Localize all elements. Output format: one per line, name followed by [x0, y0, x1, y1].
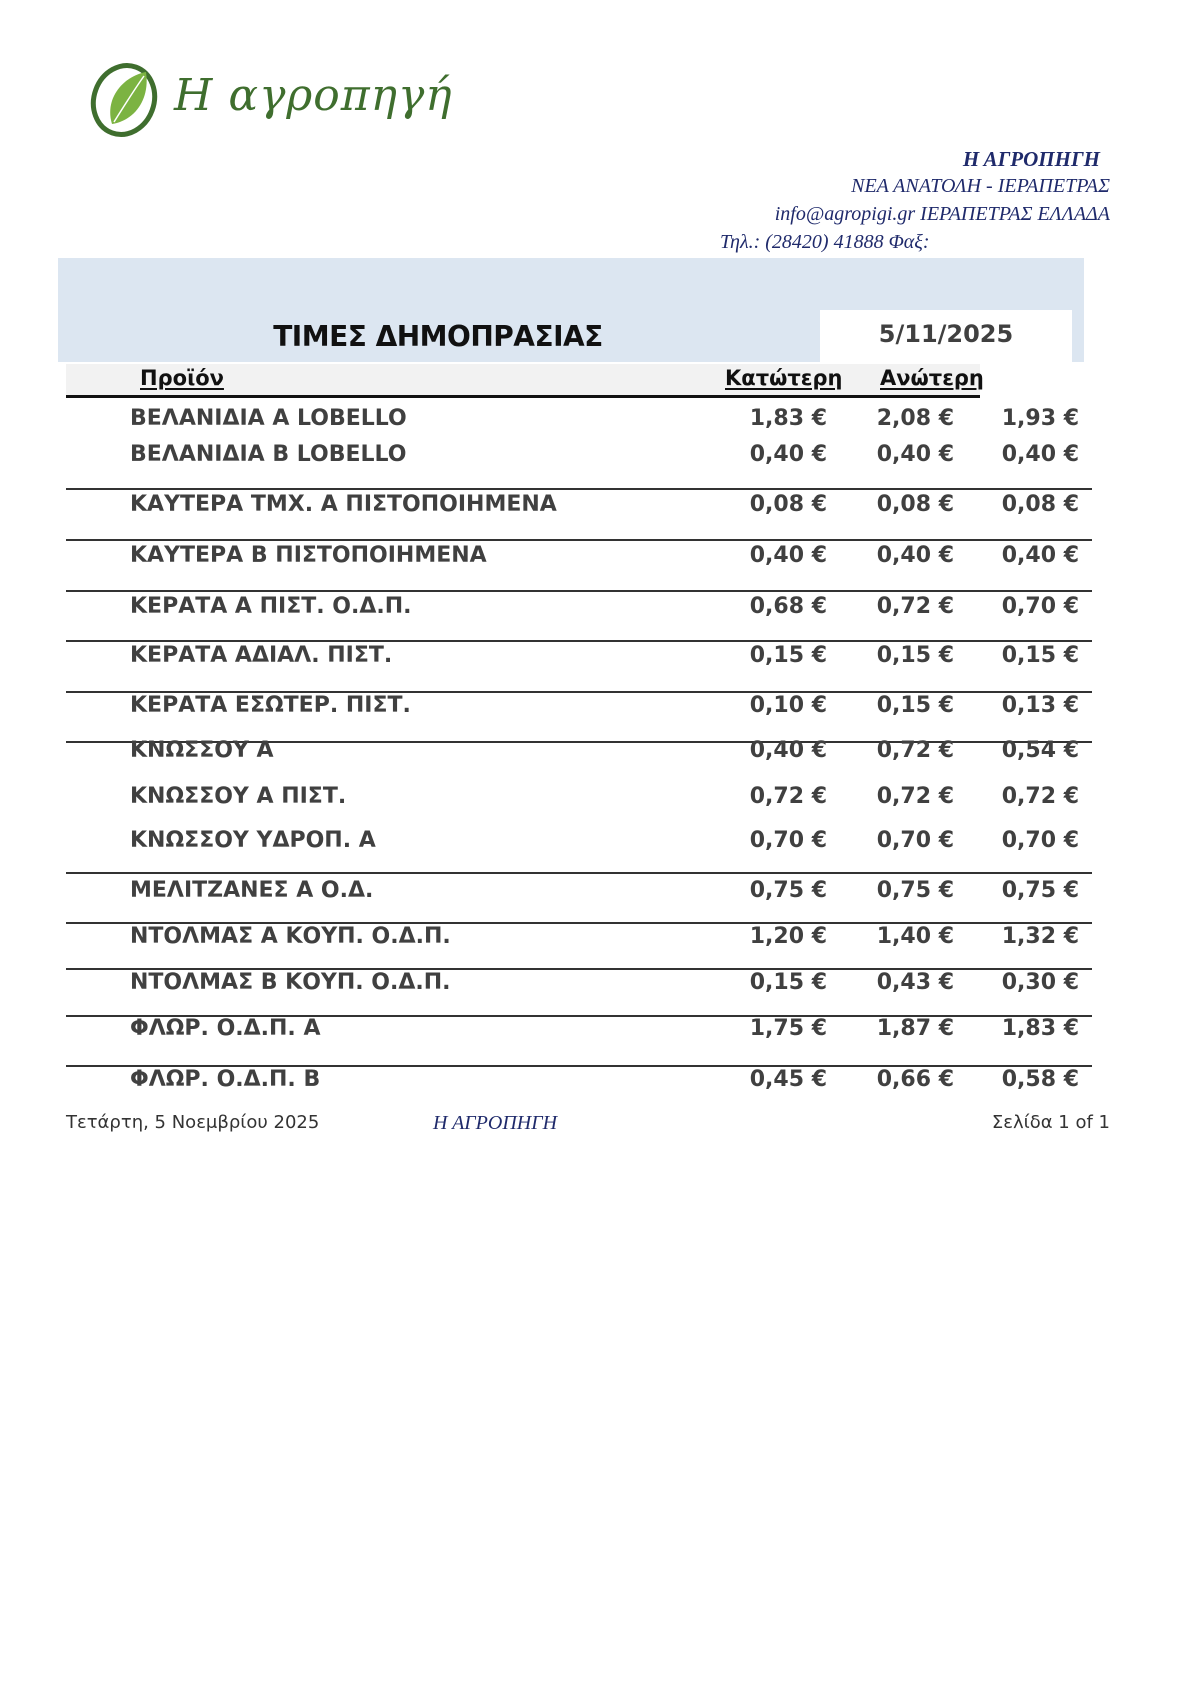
min-price-cell: 0,10 €: [749, 693, 827, 718]
company-logo: [84, 52, 453, 147]
min-price-cell: 0,70 €: [749, 828, 827, 853]
min-price-cell: 0,75 €: [749, 878, 827, 903]
table-row: [0, 1011, 1200, 1047]
avg-price-cell: 0,72 €: [1001, 784, 1079, 809]
min-price-cell: 0,40 €: [749, 738, 827, 763]
avg-price-cell: 0,70 €: [1001, 828, 1079, 853]
report-title: ΤΙΜΕΣ ΔΗΜΟΠΡΑΣΙΑΣ: [273, 320, 603, 353]
table-row: [0, 733, 1200, 769]
min-price-cell: 0,72 €: [749, 784, 827, 809]
min-price-cell: 1,75 €: [749, 1016, 827, 1041]
table-row: [0, 487, 1200, 523]
product-cell: ΒΕΛΑΝΙΔΙΑ Β LOBELLO: [130, 442, 407, 467]
min-price-cell: 0,40 €: [749, 442, 827, 467]
max-price-cell: 0,43 €: [876, 970, 954, 995]
min-price-cell: 0,45 €: [749, 1067, 827, 1092]
table-row: [0, 538, 1200, 574]
report-date: 5/11/2025: [878, 320, 1014, 348]
company-address: ΝΕΑ ΑΝΑΤΟΛΗ - ΙΕΡΑΠΕΤΡΑΣ: [851, 175, 1110, 197]
table-row: [0, 919, 1200, 955]
table-row: [0, 873, 1200, 909]
column-header-product: Προϊόν: [140, 366, 224, 390]
footer-date: Τετάρτη, 5 Νοεμβρίου 2025: [66, 1112, 320, 1133]
table-row: [0, 688, 1200, 724]
max-price-cell: 0,72 €: [876, 594, 954, 619]
max-price-cell: 0,08 €: [876, 492, 954, 517]
product-cell: ΚΝΩΣΣΟΥ ΥΔΡΟΠ. Α: [130, 828, 376, 853]
max-price-cell: 0,72 €: [876, 784, 954, 809]
avg-price-cell: 0,15 €: [1001, 643, 1079, 668]
min-price-cell: 1,20 €: [749, 924, 827, 949]
logo-text: Η αγροπηγή: [174, 70, 453, 121]
table-row: [0, 589, 1200, 625]
avg-price-cell: 0,75 €: [1001, 878, 1079, 903]
max-price-cell: 0,66 €: [876, 1067, 954, 1092]
max-price-cell: 0,40 €: [876, 543, 954, 568]
product-cell: ΝΤΟΛΜΑΣ Α ΚΟΥΠ. Ο.Δ.Π.: [130, 924, 451, 949]
leaf-icon: [84, 58, 166, 140]
product-cell: ΚΑΥΤΕΡΑ ΤΜΧ. Α ΠΙΣΤΟΠΟΙΗΜΕΝΑ: [130, 492, 557, 517]
product-cell: ΚΕΡΑΤΑ Α ΠΙΣΤ. Ο.Δ.Π.: [130, 594, 412, 619]
min-price-cell: 0,68 €: [749, 594, 827, 619]
max-price-cell: 0,70 €: [876, 828, 954, 853]
avg-price-cell: 0,08 €: [1001, 492, 1079, 517]
avg-price-cell: 0,54 €: [1001, 738, 1079, 763]
max-price-cell: 1,40 €: [876, 924, 954, 949]
avg-price-cell: 1,83 €: [1001, 1016, 1079, 1041]
table-row: [0, 823, 1200, 859]
table-row: [0, 638, 1200, 674]
avg-price-cell: 1,32 €: [1001, 924, 1079, 949]
table-row: [0, 437, 1200, 473]
max-price-cell: 1,87 €: [876, 1016, 954, 1041]
table-row: [0, 1062, 1200, 1098]
column-header-max: Ανώτερη: [880, 366, 984, 390]
product-cell: ΦΛΩΡ. Ο.Δ.Π. Α: [130, 1016, 321, 1041]
max-price-cell: 0,72 €: [876, 738, 954, 763]
company-phone-line: Τηλ.: (28420) 41888 Φαξ:: [720, 231, 930, 253]
avg-price-cell: 0,58 €: [1001, 1067, 1079, 1092]
max-price-cell: 2,08 €: [876, 406, 954, 431]
max-price-cell: 0,15 €: [876, 693, 954, 718]
table-row: [0, 965, 1200, 1001]
product-cell: ΚΕΡΑΤΑ ΑΔΙΑΛ. ΠΙΣΤ.: [130, 643, 393, 668]
product-cell: ΚΕΡΑΤΑ ΕΣΩΤΕΡ. ΠΙΣΤ.: [130, 693, 411, 718]
header-divider: [66, 395, 980, 398]
table-row: [0, 779, 1200, 815]
avg-price-cell: 0,70 €: [1001, 594, 1079, 619]
min-price-cell: 0,15 €: [749, 970, 827, 995]
product-cell: ΚΝΩΣΣΟΥ Α: [130, 738, 274, 763]
avg-price-cell: 0,40 €: [1001, 543, 1079, 568]
max-price-cell: 0,15 €: [876, 643, 954, 668]
min-price-cell: 0,40 €: [749, 543, 827, 568]
min-price-cell: 0,15 €: [749, 643, 827, 668]
footer-page-number: Σελίδα 1 of 1: [991, 1112, 1110, 1133]
max-price-cell: 0,40 €: [876, 442, 954, 467]
avg-price-cell: 1,93 €: [1001, 406, 1079, 431]
min-price-cell: 1,83 €: [749, 406, 827, 431]
avg-price-cell: 0,30 €: [1001, 970, 1079, 995]
table-row: [0, 401, 1200, 437]
column-header-min: Κατώτερη: [725, 366, 843, 390]
min-price-cell: 0,08 €: [749, 492, 827, 517]
product-cell: ΜΕΛΙΤΖΑΝΕΣ Α Ο.Δ.: [130, 878, 374, 903]
avg-price-cell: 0,13 €: [1001, 693, 1079, 718]
max-price-cell: 0,75 €: [876, 878, 954, 903]
product-cell: ΚΑΥΤΕΡΑ Β ΠΙΣΤΟΠΟΙΗΜΕΝΑ: [130, 543, 487, 568]
company-name: Η ΑΓΡΟΠΗΓΗ: [962, 147, 1100, 171]
product-cell: ΚΝΩΣΣΟΥ Α ΠΙΣΤ.: [130, 784, 347, 809]
avg-price-cell: 0,40 €: [1001, 442, 1079, 467]
company-email-line: info@agropigi.gr ΙΕΡΑΠΕΤΡΑΣ ΕΛΛΑΔΑ: [774, 203, 1110, 225]
product-cell: ΒΕΛΑΝΙΔΙΑ Α LOBELLO: [130, 406, 407, 431]
footer-brand: Η ΑΓΡΟΠΗΓΗ: [433, 1112, 558, 1134]
product-cell: ΦΛΩΡ. Ο.Δ.Π. Β: [130, 1067, 321, 1092]
product-cell: ΝΤΟΛΜΑΣ Β ΚΟΥΠ. Ο.Δ.Π.: [130, 970, 451, 995]
